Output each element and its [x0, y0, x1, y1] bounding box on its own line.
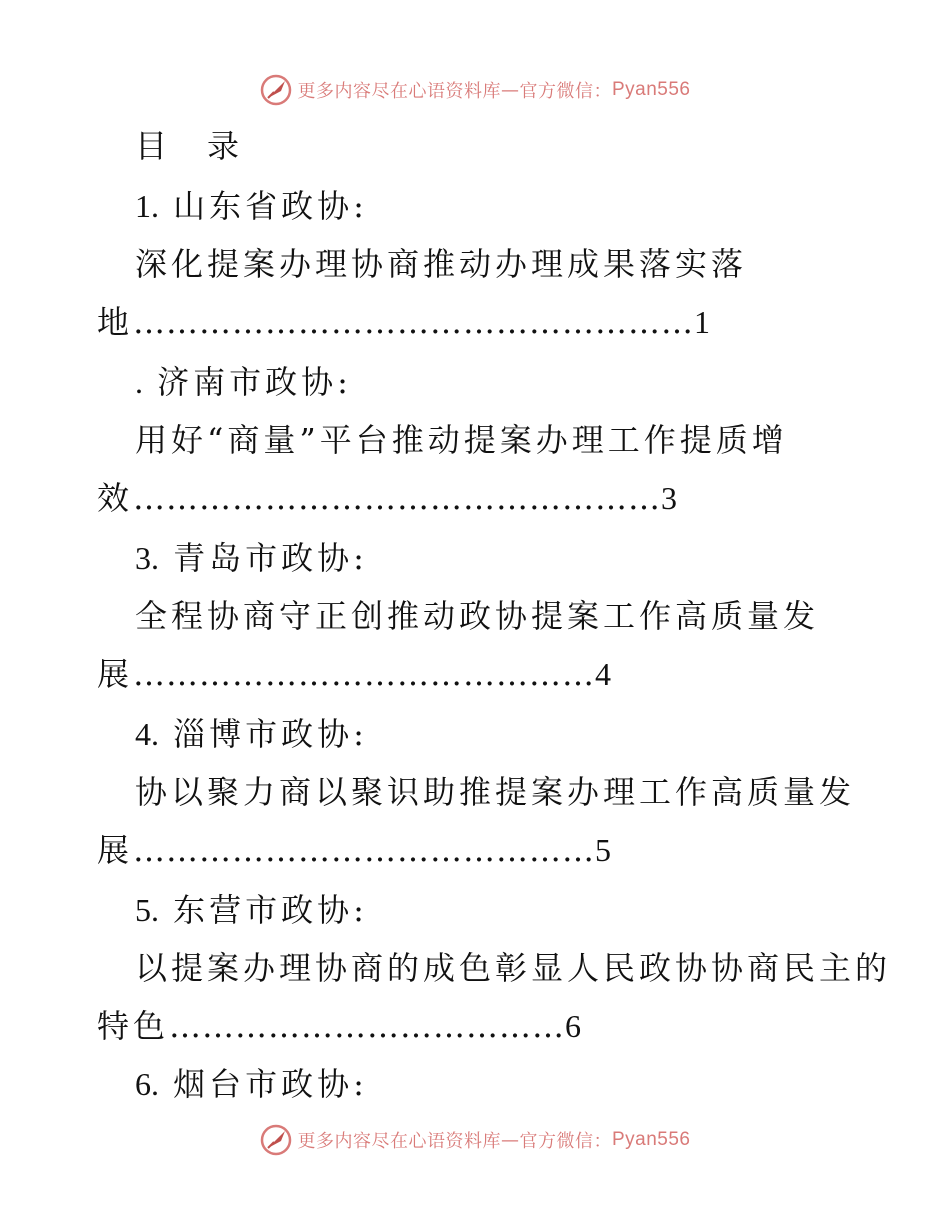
- toc-entry-org[interactable]: [135, 536, 368, 580]
- toc-entry-org[interactable]: [135, 360, 352, 404]
- toc-entry-org-name: 淄博市政协:: [173, 715, 368, 753]
- toc-page-number: 6: [565, 1008, 582, 1044]
- toc-entry-number: 5.: [135, 892, 159, 928]
- toc-entry-org[interactable]: [135, 712, 368, 756]
- toc-entry-org-name: 山东省政协:: [173, 187, 368, 225]
- toc-entry-title[interactable]: 以提案办理协商的成色彰显人民政协协商民主的: [135, 949, 892, 987]
- toc-entry-org[interactable]: [135, 1062, 368, 1106]
- watermark-text: 更多内容尽在心语资料库: [297, 1131, 501, 1152]
- toc-entry-tail: 特色: [97, 1007, 170, 1045]
- feather-logo-icon: [259, 73, 293, 107]
- toc-page-number: 5: [595, 832, 612, 868]
- toc-entry-leader-line[interactable]: [97, 476, 677, 520]
- toc-title: [135, 124, 243, 168]
- watermark-account: Pyan556: [611, 1129, 691, 1150]
- watermark-footer: [0, 1120, 950, 1160]
- watermark-header: [0, 70, 950, 110]
- feather-logo-icon: [259, 1123, 293, 1157]
- toc-entry-number: 4.: [135, 716, 159, 752]
- toc-dot-leader: ……………………………………………: [133, 303, 695, 341]
- toc-entry-org-name: 烟台市政协:: [173, 1065, 368, 1103]
- toc-dot-leader: ………………………………: [169, 1007, 566, 1045]
- toc-page-number: 1: [694, 304, 711, 340]
- toc-entry-title[interactable]: 协以聚力商以聚识助推提案办理工作高质量发: [135, 773, 856, 811]
- toc-dot-leader: ……………………………………: [133, 655, 596, 693]
- toc-entry-org-name: 青岛市政协:: [173, 539, 368, 577]
- watermark-account-label: 官方微信：: [519, 1131, 612, 1152]
- toc-page-number: 4: [595, 656, 612, 692]
- toc-entry-number: 1.: [135, 188, 159, 224]
- toc-entry-leader-line[interactable]: [97, 828, 611, 872]
- toc-entry-org-name: 东营市政协:: [173, 891, 368, 929]
- toc-entry-leader-line[interactable]: [97, 652, 611, 696]
- toc-entry-leader-line[interactable]: [97, 300, 710, 344]
- toc-entry-org-name: 济南市政协:: [157, 363, 352, 401]
- watermark-account: Pyan556: [611, 79, 691, 100]
- toc-title-char-2: 录: [207, 127, 244, 165]
- toc-entry-tail: 地: [97, 303, 134, 341]
- toc-dot-leader: …………………………………………: [133, 479, 662, 517]
- watermark-text: 更多内容尽在心语资料库: [297, 81, 501, 102]
- toc-entry-org[interactable]: [135, 184, 368, 228]
- toc-entry-number: .: [135, 364, 143, 400]
- toc-page-number: 3: [661, 480, 678, 516]
- toc-entry-title[interactable]: 用好“商量”平台推动提案办理工作提质增: [135, 421, 788, 459]
- toc-title-char-1: 目: [135, 127, 172, 165]
- toc-entry-leader-line[interactable]: [97, 1004, 581, 1048]
- watermark-account-label: 官方微信：: [519, 81, 612, 102]
- toc-entry-title[interactable]: 深化提案办理协商推动办理成果落实落: [135, 245, 748, 283]
- watermark-dash: —: [500, 79, 520, 101]
- toc-entry-tail: 展: [97, 831, 134, 869]
- toc-entry-tail: 展: [97, 655, 134, 693]
- watermark-dash: —: [500, 1129, 520, 1151]
- toc-entry-tail: 效: [97, 479, 134, 517]
- toc-entry-org[interactable]: [135, 888, 368, 932]
- toc-dot-leader: ……………………………………: [133, 831, 596, 869]
- toc-entry-number: 6.: [135, 1066, 159, 1102]
- toc-entry-title[interactable]: 全程协商守正创推动政协提案工作高质量发: [135, 597, 820, 635]
- toc-entry-number: 3.: [135, 540, 159, 576]
